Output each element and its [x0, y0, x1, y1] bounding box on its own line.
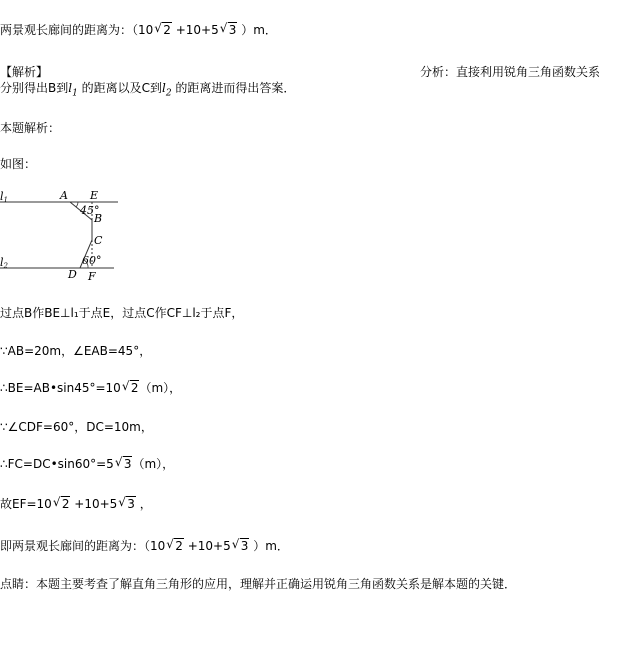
comment: 点睛：本题主要考查了解直角三角形的应用，理解并正确运用锐角三角函数关系是解本题的关键．: [0, 577, 517, 591]
sqrt-2-step3: √ 2: [121, 379, 139, 395]
solution-title: 本题解析：: [0, 121, 61, 135]
label-d: D: [68, 268, 77, 281]
label-l2: l2: [0, 256, 8, 270]
sqrt-2-step7: √ 2: [166, 537, 183, 553]
sqrt-3-step5: √ 3: [114, 455, 132, 471]
label-f: F: [88, 270, 96, 283]
step-3: ∴BE=AB•sin45°=10 √ 2（m），: [0, 379, 182, 395]
analysis-tag: 【解析】: [0, 65, 49, 79]
sqrt-3-top: √ 3: [219, 21, 237, 37]
label-b: B: [94, 212, 103, 225]
label-60: 60°: [82, 254, 102, 267]
step-1: 过点B作BE⊥l₁于点E，过点C作CF⊥l₂于点F，: [0, 306, 244, 320]
step-5: ∴FC=DC•sin60°=5 √ 3（m），: [0, 455, 175, 471]
answer-top-suffix: ）m．: [237, 23, 277, 37]
analysis-continuation: 分别得出B到$l_1$ 的距离以及C到$l_2$ 的距离进而得出答案．: [0, 81, 296, 99]
geometry-figure: [0, 188, 130, 283]
as-figure-label: 如图：: [0, 157, 37, 171]
label-45: 45°: [80, 204, 100, 217]
label-l1: l1: [0, 190, 8, 204]
sqrt-2-top: √ 2: [154, 21, 171, 37]
analysis-summary: 分析：直接利用锐角三角函数关系: [420, 65, 601, 79]
label-e: E: [90, 189, 99, 202]
label-c: C: [94, 234, 103, 247]
sqrt-3-step7: √ 3: [231, 537, 249, 553]
step-4: ∵∠CDF=60°，DC=10m，: [0, 420, 153, 434]
step-2: ∵AB=20m，∠EAB=45°，: [0, 344, 152, 358]
step-7: 即两景观长廊间的距离为：（10 √ 2 +10+5 √ 3 ）m．: [0, 537, 289, 553]
answer-top-prefix: 两景观长廊间的距离为：（10: [0, 23, 154, 37]
label-a: A: [60, 189, 68, 202]
l1-symbol: $l_1$: [68, 81, 78, 99]
angle-45-arc: [76, 202, 78, 207]
answer-top-mid: +10+5: [171, 23, 219, 37]
l2-symbol: $l_2$: [162, 81, 172, 99]
sqrt-3-step6: √ 3: [118, 495, 135, 511]
sqrt-2-step6: √ 2: [52, 495, 70, 511]
step-6: 故EF=10 √ 2 +10+5 √ 3 ，: [0, 495, 152, 511]
answer-line-top: [0, 22, 277, 38]
